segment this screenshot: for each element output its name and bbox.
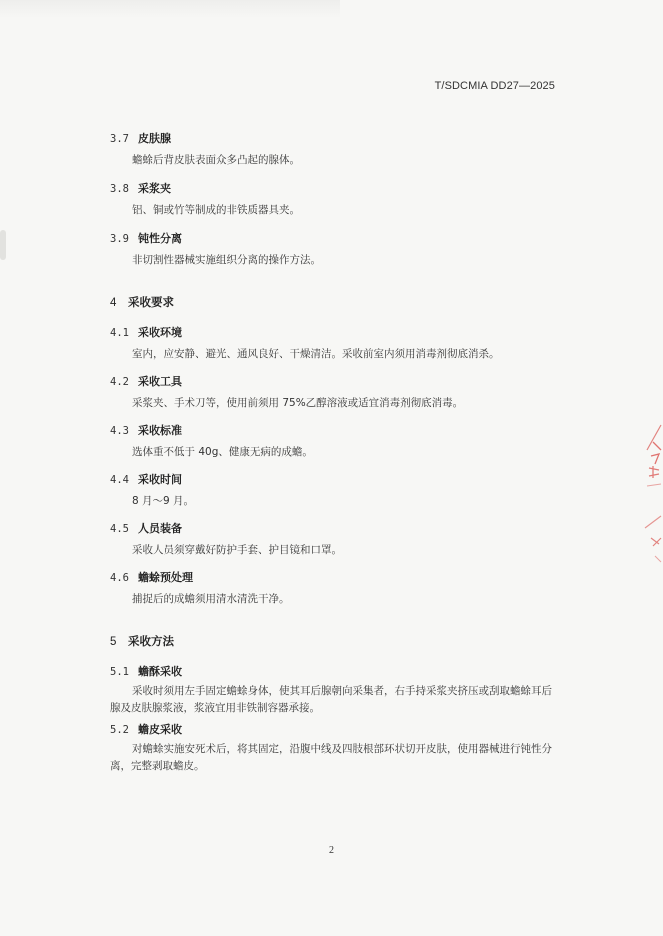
section-text: 选体重不低于 40g、健康无病的成蟾。: [132, 446, 313, 458]
section-heading: [110, 375, 555, 389]
section-text: 非切割性器械实施组织分离的操作方法。: [132, 254, 321, 266]
document-body: [110, 132, 555, 775]
section-number: 4.1: [110, 327, 129, 339]
section-3-7: [110, 132, 555, 169]
section-4-2: [110, 375, 555, 412]
section-text: 采浆夹、手术刀等，使用前须用 75%乙醇溶液或适宜消毒剂彻底消毒。: [132, 397, 464, 409]
section-4-5: [110, 522, 555, 559]
section-title: 采收时间: [138, 473, 182, 486]
section-number: 4.6: [110, 572, 129, 584]
section-text: 采收时须用左手固定蟾蜍身体，使其耳后腺朝向采集者，右手持采浆夹挤压或刮取蟾蜍耳后腺及皮肤腺浆液，浆液宜用非铁制容器承接。: [110, 685, 552, 714]
section-heading: [110, 232, 555, 246]
section-title: 蟾蜍预处理: [138, 571, 193, 584]
section-title: 采浆夹: [138, 182, 171, 195]
standard-code: T/SDCMIA DD27—2025: [434, 80, 555, 92]
section-number: 3.9: [110, 233, 129, 245]
section-number: 5.1: [110, 666, 129, 678]
chapter-number: 5: [110, 636, 117, 648]
section-title: 皮肤腺: [138, 132, 171, 145]
section-heading: [110, 723, 555, 737]
section-text: 蟾蜍后背皮肤表面众多凸起的腺体。: [132, 154, 300, 166]
section-number: 3.7: [110, 133, 129, 145]
section-5-1: [110, 665, 555, 717]
chapter-title: 采收方法: [128, 634, 174, 648]
section-4-1: [110, 326, 555, 363]
section-number: 4.5: [110, 523, 129, 535]
section-number: 4.2: [110, 376, 129, 388]
section-number: 5.2: [110, 724, 129, 736]
section-text: 对蟾蜍实施安死术后，将其固定，沿腹中线及四肢根部环状切开皮肤，使用器械进行钝性分离，完整剥取蟾皮。: [110, 743, 552, 772]
section-4-6: [110, 571, 555, 608]
scan-smudge-top: [0, 0, 340, 18]
section-heading: [110, 665, 555, 679]
section-text: 采收人员须穿戴好防护手套、护目镜和口罩。: [132, 544, 342, 556]
scan-smudge-left: [0, 230, 6, 260]
section-title: 采收工具: [138, 375, 182, 388]
section-number: 4.3: [110, 425, 129, 437]
section-text: 室内，应安静、避光、通风良好、干燥清洁。采收前室内须用消毒剂彻底消杀。: [132, 348, 500, 360]
section-heading: [110, 522, 555, 536]
section-5-2: [110, 723, 555, 775]
chapter-number: 4: [110, 297, 117, 309]
section-heading: [110, 182, 555, 196]
section-4-3: [110, 424, 555, 461]
chapter-title: 采收要求: [128, 295, 174, 309]
section-number: 3.8: [110, 183, 129, 195]
section-title: 钝性分离: [138, 232, 182, 245]
chapter-4-heading: [110, 294, 555, 310]
section-title: 蟾皮采收: [138, 723, 182, 736]
section-heading: [110, 132, 555, 146]
section-3-8: [110, 182, 555, 219]
section-4-4: [110, 473, 555, 510]
section-3-9: [110, 232, 555, 269]
section-text: 铝、铜或竹等制成的非铁质器具夹。: [132, 204, 300, 216]
section-heading: [110, 424, 555, 438]
chapter-5-heading: [110, 633, 555, 649]
section-number: 4.4: [110, 474, 129, 486]
section-title: 采收环境: [138, 326, 182, 339]
section-heading: [110, 473, 555, 487]
section-title: 采收标准: [138, 424, 182, 437]
section-text: 8 月～9 月。: [132, 495, 195, 507]
section-title: 蟾酥采收: [138, 665, 182, 678]
section-heading: [110, 326, 555, 340]
section-title: 人员装备: [138, 522, 182, 535]
section-text: 捕捉后的成蟾须用清水清洗干净。: [132, 593, 290, 605]
page-number: 2: [329, 845, 334, 856]
seal-stamp-fragment: [641, 420, 663, 570]
section-heading: [110, 571, 555, 585]
